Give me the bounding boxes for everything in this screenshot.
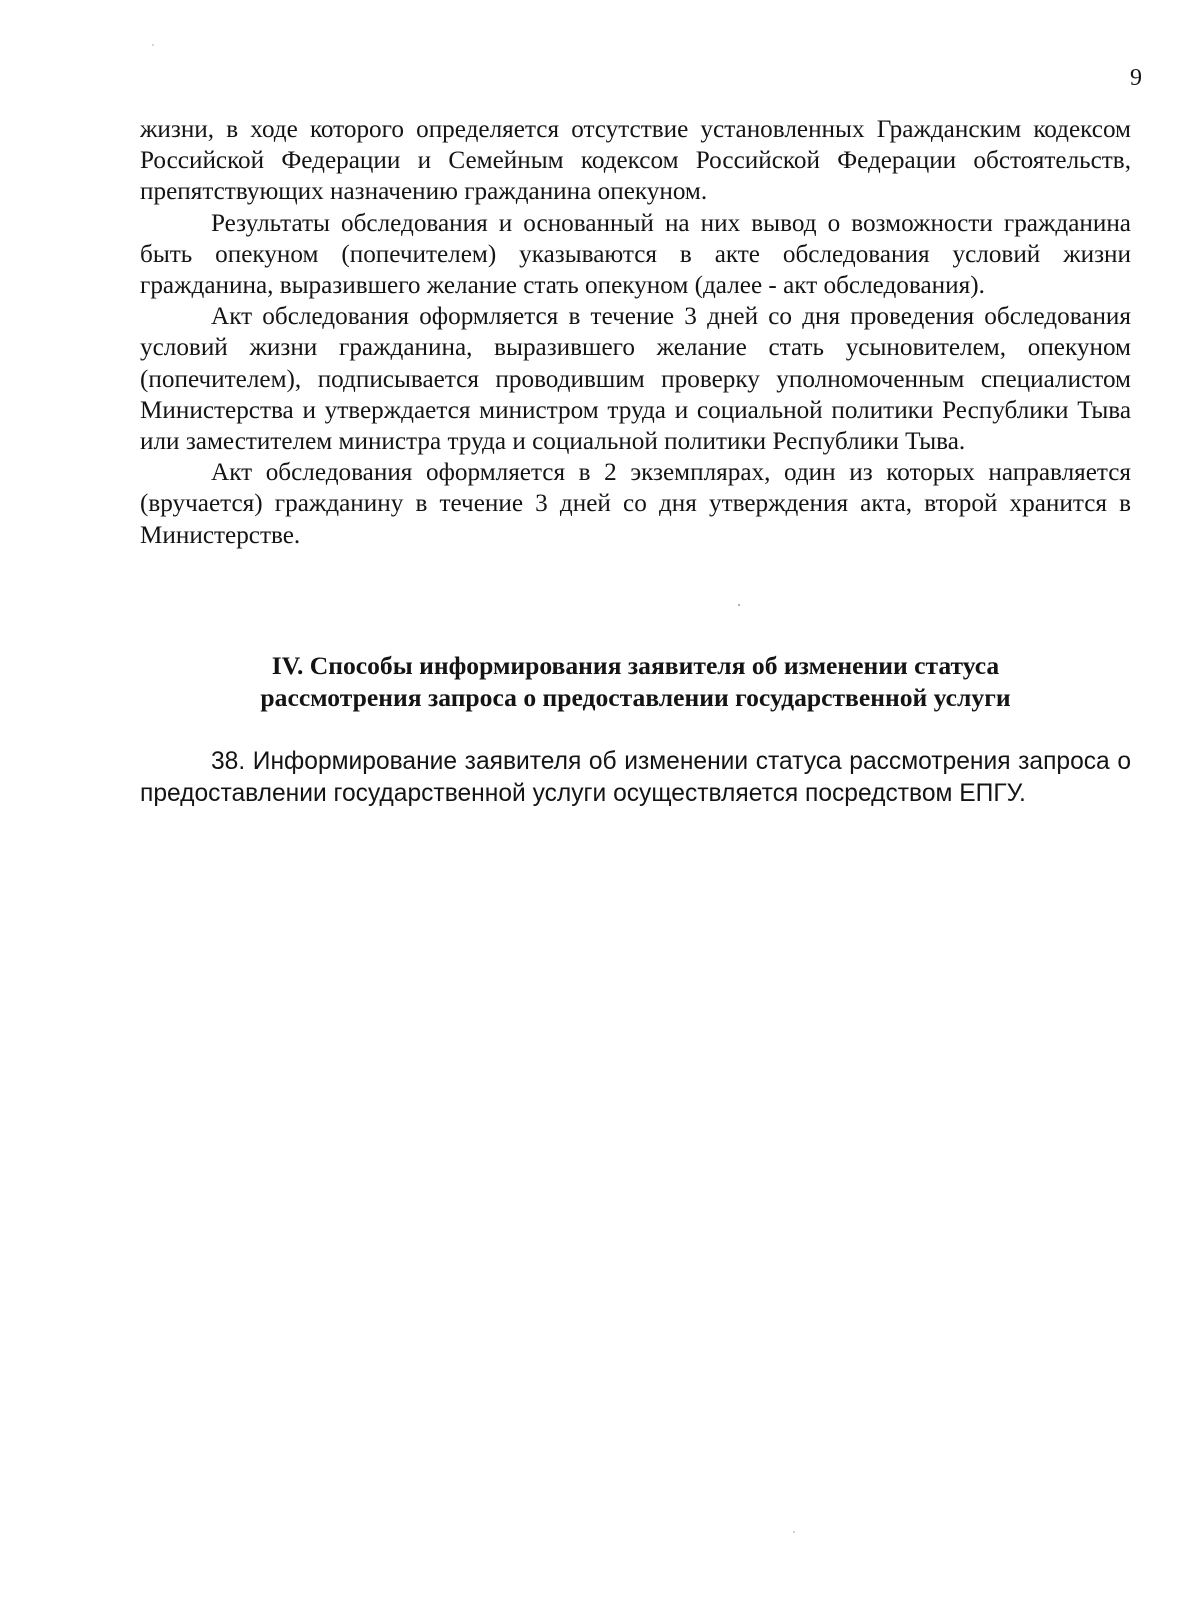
paragraph-act-preparation: Акт обследования оформляется в течение 3 дней со дня проведения обследования условий жизни гражданина, выразившего желание стать усыновителем, опекуном (попечителем), подписывается проводившим проверку уполномоченным специалистом Министерства и утверждается министром труда и социальной политики Республики Тыва или заместителем министра труда и социальной политики Республики Тыва. <box>140 303 1131 456</box>
scan-speck <box>152 44 154 46</box>
scan-speck <box>793 1531 795 1533</box>
item-38-block <box>140 746 1131 810</box>
paragraph-act-copies: Акт обследования оформляется в 2 экземплярах, один из которых направляется (вручается) гражданину в течение 3 дней со дня утверждения акта, второй хранится в Министерстве. <box>140 459 1131 549</box>
section-heading-line-1: IV. Способы информирования заявителя об изменении статуса <box>271 651 1000 680</box>
scan-speck <box>738 604 740 606</box>
section-heading <box>140 650 1131 714</box>
section-heading-line-2: рассмотрения запроса о предоставлении государственной услуги <box>260 683 1011 712</box>
paragraph-item-38: 38. Информирование заявителя об изменении статуса рассмотрения запроса о предоставлении государственной услуги осуществляется посредством ЕПГУ. <box>140 748 1131 807</box>
paragraph-survey-results: Результаты обследования и основанный на них вывод о возможности гражданина быть опекуном (попечителем) указываются в акте обследования условий жизни гражданина, выразившего желание стать опекуном (далее - акт обследования). <box>140 209 1131 300</box>
body-text-block <box>140 114 1131 551</box>
paragraph-continuation: жизни, в ходе которого определяется отсутствие установленных Гражданским кодексом Российской Федерации и Семейным кодексом Российской Федерации обстоятельств, препятствующих назначению гражданина опекуном. <box>140 116 1131 206</box>
page-number: 9 <box>1130 65 1142 91</box>
